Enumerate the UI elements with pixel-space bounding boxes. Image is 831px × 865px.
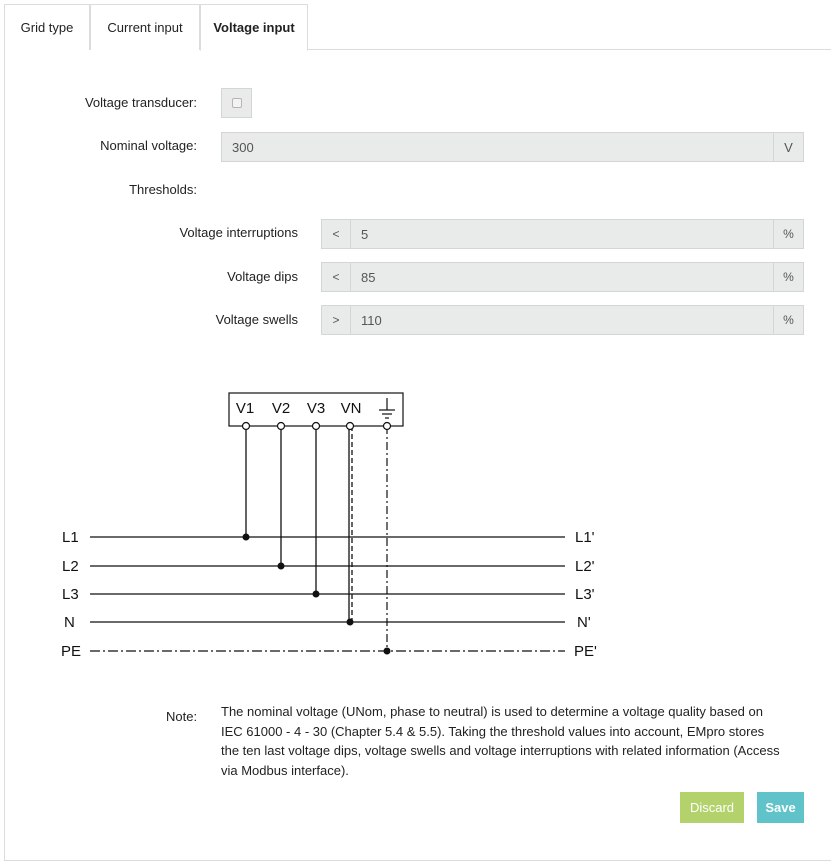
tab-voltage-input[interactable]: Voltage input — [200, 4, 308, 51]
terminal-label: V1 — [235, 400, 255, 417]
voltage-transducer-checkbox[interactable] — [232, 98, 242, 108]
line-label-left: PE — [61, 643, 82, 660]
wiring-diagram — [0, 380, 831, 670]
voltage-transducer-checkbox-wrap[interactable] — [221, 88, 252, 118]
voltage-swells-operator: > — [321, 305, 351, 335]
voltage-interruptions-label: Voltage interruptions — [179, 225, 298, 240]
line-label-left: L3 — [62, 586, 79, 603]
voltage-interruptions-input[interactable]: 5 — [350, 219, 774, 249]
line-label-left: L1 — [62, 529, 79, 546]
voltage-interruptions-unit: % — [773, 219, 804, 249]
tab-current-input[interactable]: Current input — [90, 4, 200, 50]
line-label-right: L2' — [575, 558, 595, 575]
tab-grid-type[interactable]: Grid type — [4, 4, 90, 50]
discard-button[interactable]: Discard — [680, 792, 744, 823]
voltage-swells-input[interactable]: 110 — [350, 305, 774, 335]
note-text: The nominal voltage (UNom, phase to neutral) is used to determine a voltage quality based on IEC 61000 - 4 - 30 (Chapter 5.4 & 5.5). Taking the threshold values into account, EMpro stores the ten last voltage dips, voltage swells and voltage interruptions with related information (Access via Modbus interface). — [221, 704, 780, 778]
save-button[interactable]: Save — [757, 792, 804, 823]
voltage-dips-operator: < — [321, 262, 351, 292]
voltage-dips-unit: % — [773, 262, 804, 292]
terminal-label: V2 — [271, 400, 291, 417]
terminal-label: VN — [340, 400, 362, 417]
line-label-right: L1' — [575, 529, 595, 546]
voltage-transducer-label: Voltage transducer: — [84, 95, 197, 110]
voltage-swells-label: Voltage swells — [215, 312, 298, 327]
tab-bar — [4, 4, 831, 50]
note-label: Note: — [166, 709, 198, 724]
line-label-left: N — [64, 614, 75, 631]
voltage-swells-unit: % — [773, 305, 804, 335]
voltage-interruptions-operator: < — [321, 219, 351, 249]
terminal-label: V3 — [306, 400, 326, 417]
nominal-voltage-label: Nominal voltage: — [100, 138, 197, 153]
thresholds-label: Thresholds: — [129, 182, 197, 197]
voltage-dips-input[interactable]: 85 — [350, 262, 774, 292]
nominal-voltage-unit: V — [773, 132, 804, 162]
line-label-right: PE' — [574, 643, 597, 660]
line-label-right: N' — [577, 614, 591, 631]
line-label-left: L2 — [62, 558, 79, 575]
voltage-dips-label: Voltage dips — [227, 269, 298, 284]
line-label-right: L3' — [575, 586, 595, 603]
nominal-voltage-input[interactable]: 300 — [221, 132, 774, 162]
